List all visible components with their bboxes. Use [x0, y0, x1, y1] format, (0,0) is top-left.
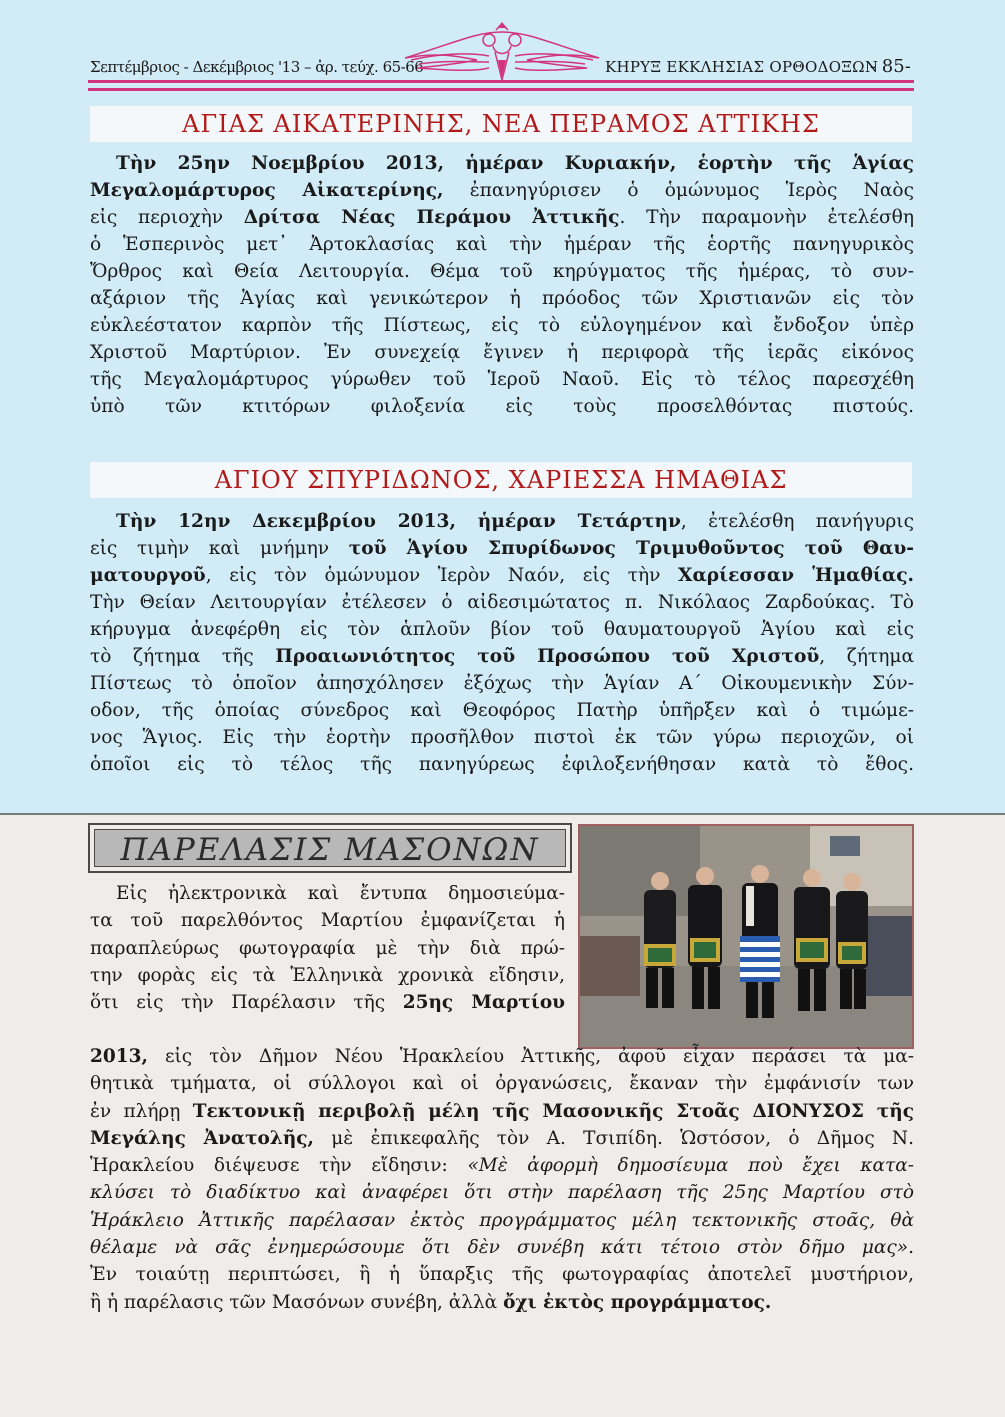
text-line: Χριστοῦ Μαρτύριον. Ἐν συνεχείᾳ ἔγινεν ἡ περιφορὰ τῆς ἱερᾶς εἰκόνος — [90, 342, 914, 363]
text-line: εὐκλεέστατον καρπὸν τῆς Πίστεως, εἰς τὸ εὐλογημένον καὶ ἔνδοξον ὑπὲρ — [90, 315, 914, 336]
text-line: ἐν πλήρῃ Τεκτονικῇ περιβολῇ μέλη τῆς Μασονικῆς Στοᾶς ΔΙΟΝΥΣΟΣ τῆς — [90, 1100, 914, 1122]
text-line: θέλαμε νὰ σᾶς ἐνημερώσουμε ὅτι δὲν συνέβη κάτι τέτοιο στὸν δῆμο μας». — [90, 1237, 914, 1259]
text-line: Ἡράκλειο Ἀττικῆς παρέλασαν ἐκτὸς προγράμματος μέλη τεκτονικῆς στοᾶς, θὰ — [90, 1209, 914, 1231]
text-line: ὅτι εἰς τὴν Παρέλασιν τῆς 25ης Μαρτίου — [90, 992, 565, 1014]
text-line: εἰς τιμὴν καὶ μνήμην τοῦ Ἁγίου Σπυρίδωνος Τριμυθοῦντος τοῦ Θαυ- — [90, 538, 914, 559]
text-line: ματουργοῦ, εἰς τὸν ὁμώνυμον Ἱερὸν Ναόν, εἰς τὴν Χαρίεσσαν Ἡμαθίας. — [90, 565, 914, 586]
text-line: ὑπὸ τῶν κτιτόρων φιλοξενία εἰς τοὺς προσελθόντας πιστούς. — [90, 396, 914, 417]
double-headed-eagle-icon — [397, 22, 607, 86]
issue-label: Σεπτέμβριος - Δεκέμβριος '13 – ἀρ. τεύχ. 65-66 — [90, 58, 424, 76]
journal-name: ΚΗΡΥΞ ΕΚΚΛΗΣΙΑΣ ΟΡΘΟΔΟΞΩΝ — [605, 58, 879, 76]
text-line: θητικὰ τμήματα, οἱ σύλλογοι καὶ οἱ ὀργανώσεις, ἔκαναν τὴν ἐμφάνισίν των — [90, 1073, 914, 1095]
text-line: τὸ ζήτημα τῆς Προαιωνιότητος τοῦ Προσώπου τοῦ Χριστοῦ, ζήτημα — [90, 646, 914, 667]
text-line: Πίστεως τὸ ὁποῖον ἀπησχόλησεν ἐξόχως τὴν Ἁγίαν Α΄ Οἰκουμενικὴν Σύν- — [90, 673, 914, 694]
page-number: - 85- — [870, 56, 911, 77]
text-line: ἢ ἡ παρέλασις τῶν Μασόνων συνέβη, ἀλλὰ ὄχι ἐκτὸς προγράμματος. — [90, 1291, 772, 1313]
text-line: τα τοῦ παρελθόντος Μαρτίου ἐμφανίζεται ἡ — [90, 910, 565, 932]
text-line: Ἡρακλείου διέψευσε τὴν εἴδησιν: «Μὲ ἀφορμὴ δημοσίευμα ποὺ ἔχει κατα- — [90, 1155, 914, 1177]
panel-divider — [0, 813, 1005, 815]
text-line: παραπλεύρως φωτογραφία μὲ τὴν διὰ πρώ- — [90, 937, 565, 959]
text-line: Μεγάλης Ἀνατολῆς, μὲ ἐπικεφαλῆς τὸν Α. Τσιπίδη. Ὡστόσον, ὁ Δῆμος Ν. — [90, 1127, 914, 1149]
text-line: κλύσει τὸ διαδίκτυο καὶ ἀναφέρει ὅτι στὴν παρέλαση τῆς 25ης Μαρτίου στὸ — [90, 1182, 914, 1204]
text-line: Εἰς ἠλεκτρονικὰ καὶ ἔντυπα δημοσιεύμα- — [116, 883, 565, 904]
section-body — [90, 508, 914, 778]
section-title-box — [88, 823, 572, 873]
section-body — [90, 150, 914, 420]
article-full-text — [90, 1043, 914, 1316]
text-line: 2013, εἰς τὸν Δῆμον Νέου Ἡρακλείου Ἀττικῆς, ἀφοῦ εἶχαν περάσει τὰ μα- — [90, 1046, 914, 1067]
article-column-text — [90, 880, 565, 1016]
text-line: την φορὰς εἰς τὰ Ἑλληνικὰ χρονικὰ εἴδησιν, — [90, 964, 565, 986]
text-line: κήρυγμα ἀνεφέρθη εἰς τὸν ἁπλοῦν βίον τοῦ θαυματουργοῦ Ἁγίου καὶ εἰς — [90, 619, 914, 640]
text-line: οδον, τῆς ὁποίας σύνεδρος καὶ Θεοφόρος Πατὴρ ὑπῆρξεν καὶ ὁ τιμώμε- — [90, 700, 914, 721]
text-line: τῆς Μεγαλομάρτυρος γύρωθεν τοῦ Ἱεροῦ Ναοῦ. Εἰς τὸ τέλος παρεσχέθη — [90, 369, 914, 390]
text-line: Μεγαλομάρτυρος Αἰκατερίνης, ἐπανηγύρισεν ὁ ὁμώνυμος Ἱερὸς Ναὸς — [90, 180, 914, 201]
text-line: νος Ἅγιος. Εἰς τὴν ἑορτὴν προσῆλθον πιστοὶ ἐκ τῶν γύρω περιοχῶν, οἱ — [90, 727, 914, 748]
section-title: ΑΓΙΟΥ ΣΠΥΡΙΔΩΝΟΣ, ΧΑΡΙΕΣΣΑ ΗΜΑΘΙΑΣ — [90, 462, 912, 498]
section-title: ΑΓΙΑΣ ΑΙΚΑΤΕΡΙΝΗΣ, ΝΕΑ ΠΕΡΑΜΟΣ ΑΤΤΙΚΗΣ — [90, 106, 912, 142]
text-line: Ὄρθρος καὶ Θεία Λειτουργία. Θέμα τοῦ κηρύγματος τῆς ἡμέρας, τὸ συν- — [90, 261, 914, 282]
text-line: ὁποῖοι εἰς τὸ τέλος τῆς πανηγύρεως ἐφιλοξενήθησαν κατὰ τὸ ἔθος. — [90, 754, 914, 775]
text-line: Τὴν Θείαν Λειτουργίαν ἐτέλεσεν ὁ αἰδεσιμώτατος π. Νικόλαος Ζαρδούκας. Τὸ — [90, 592, 914, 613]
parade-photo — [578, 824, 914, 1049]
text-line: εἰς περιοχὴν Δρίτσα Νέας Περάμου Ἀττικῆς. Τὴν παραμονὴν ἐτελέσθη — [90, 207, 914, 228]
parade-photo-image — [580, 826, 912, 1047]
text-line: ὁ Ἑσπερινὸς μετ᾽ Ἀρτοκλασίας καὶ τὴν ἡμέραν τῆς ἑορτῆς πανηγυρικὸς — [90, 234, 914, 255]
header-rule-bottom — [88, 88, 914, 91]
header-rule-top — [88, 80, 914, 83]
section-title: ΠΑΡΕΛΑΣΙΣ ΜΑΣΟΝΩΝ — [94, 829, 566, 867]
text-line: Τὴν 12ην Δεκεμβρίου 2013, ἡμέραν Τετάρτην, ἐτελέσθη πανήγυρις — [116, 511, 915, 532]
text-line: αξάριον τῆς Ἁγίας καὶ γενικώτερον ἡ πρόοδος τῶν Χριστιανῶν εἰς τὸν — [90, 288, 914, 309]
text-line: Τὴν 25ην Νοεμβρίου 2013, ἡμέραν Κυριακήν, ἑορτὴν τῆς Ἁγίας — [116, 153, 914, 174]
text-line: Ἐν τοιαύτῃ περιπτώσει, ἢ ἡ ὕπαρξις τῆς φωτογραφίας ἀποτελεῖ μυστήριον, — [90, 1264, 914, 1286]
